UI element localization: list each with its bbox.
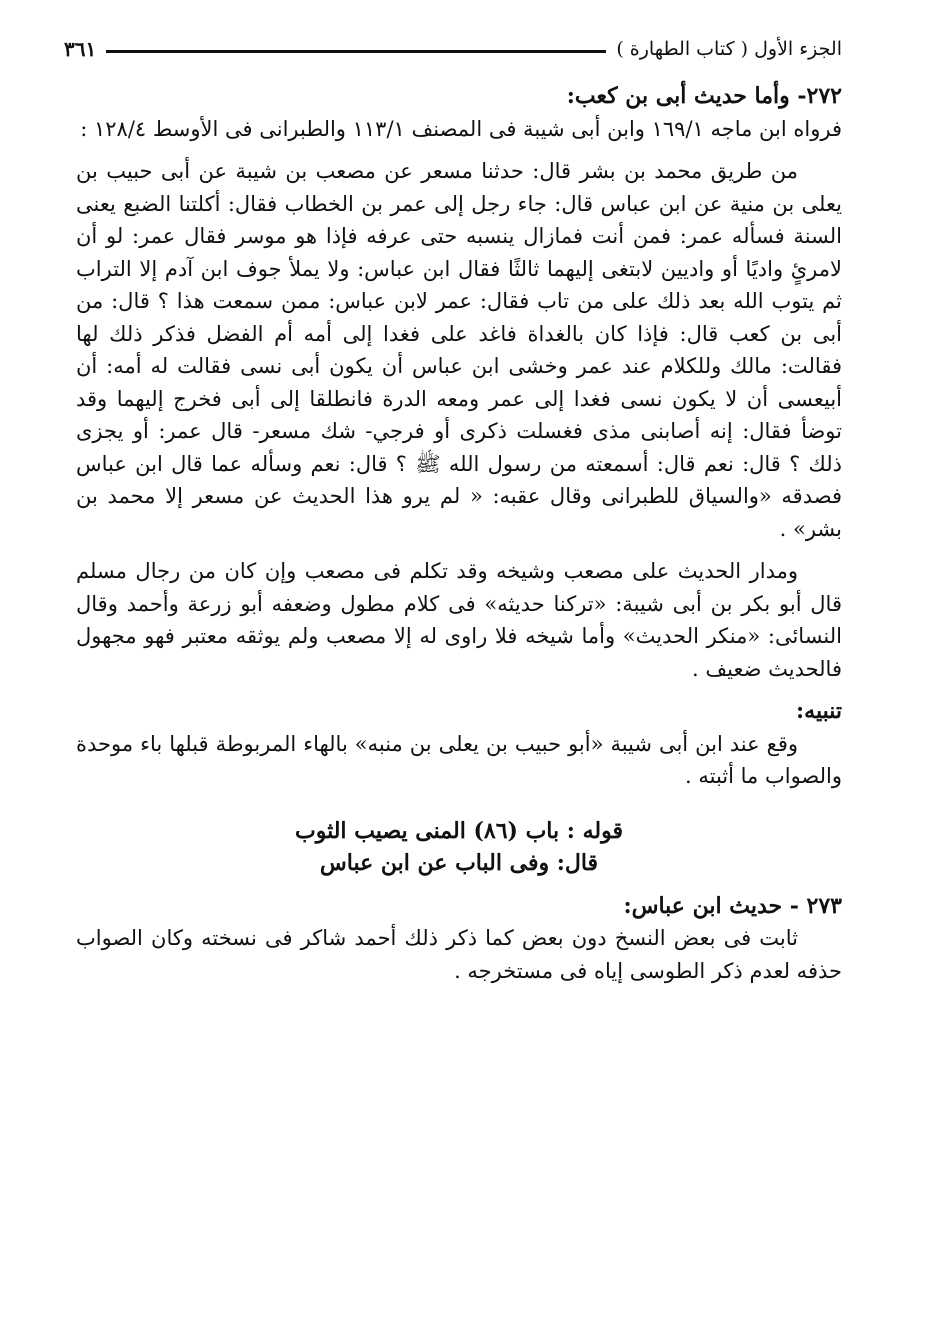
- chapter-title: قوله : باب (٨٦) المنى يصيب الثوب: [295, 817, 623, 844]
- page-number: ٣٦١: [64, 37, 97, 61]
- section-272-commentary: ومدار الحديث على مصعب وشيخه وقد تكلم فى مصعب وإن كان من رجال مسلم قال أبو بكر بن أبى شيبة: «تركنا حديثه» فى كلام مطول وضعفه أبو زرعة وأحمد وقال النسائى: «منكر الحديث» وأما شيخه فلا راوى له إلا مصعب ولم يوثقه معتبر فهو مجهول فالحديث ضعيف .: [76, 559, 842, 681]
- section-272-hadith: من طريق محمد بن بشر قال: حدثنا مسعر عن مصعب بن شيبة عن أبى حبيب بن يعلى بن منية عن ابن عباس قال: جاء رجل إلى عمر بن الخطاب فقال: أكلتنا الضبع يعنى السنة فسأله عمر: فمن أنت فمازال ينسبه حتى عرفه فإذا هو موسر فقال عمر: لو أن لامرئٍ واديًا أو واديين لابتغى إليهما ثالثًا فقال ابن عباس: ولا يملأ جوف ابن آدم إلا التراب ثم يتوب الله بعد ذلك على من تاب فقال: عمر لابن عباس: ممن سمعت هذا ؟ قال: من أبى بن كعب قال: فإذا كان بالغداة فاغد على فغدا إلى أمه أم الفضل فذكر ذلك لها فقالت: مالك وللكلام عند عمر وخشى ابن عباس أن يكون أبى نسى فقالت له أمه: أن أبيعسى أن لا يكون نسى فغدا إلى عمر ومعه الدرة فانطلقا إلى أبى فخرج إليهما وقد توضأ فقال: إنه أصابنى مذى فغسلت ذكرى أو فرجي- شك مسعر- قال عمر: أو يجزى ذلك ؟ قال: نعم قال: أسمعته من رسول الله ﷺ ؟ قال: نعم وسأله عما قال ابن عباس فصدقه «والسياق للطبرانى وقال عقبه: « لم يرو هذا الحديث عن مسعر إلا محمد بن بشر» .: [76, 159, 842, 541]
- running-title: الجزء الأول ( كتاب الطهارة ): [616, 38, 842, 60]
- header-rule: [106, 50, 606, 53]
- page-body: [76, 80, 842, 987]
- section-272-sources: فرواه ابن ماجه ١٦٩/١ وابن أبى شيبة فى المصنف ١١٣/١ والطبرانى فى الأوسط ١٢٨/٤ :: [80, 116, 842, 141]
- section-273-text: ثابت فى بعض النسخ دون بعض كما ذكر ذلك أحمد شاكر فى نسخته وكان الصواب حذفه لعدم ذكر الطوسى إياه فى مستخرجه .: [76, 926, 842, 983]
- chapter-subtitle: قال: وفى الباب عن ابن عباس: [319, 850, 599, 876]
- section-272-heading: ٢٧٢- وأما حديث أبى بن كعب:: [566, 83, 842, 109]
- page-header: [64, 34, 842, 64]
- section-273-heading: ٢٧٣ - حديث ابن عباس:: [623, 892, 842, 919]
- note-text: وقع عند ابن أبى شيبة «أبو حبيب بن يعلى بن منبه» بالهاء المربوطة قبلها باء موحدة والصواب ما أثبته .: [76, 731, 842, 788]
- note-heading: تنبيه:: [796, 698, 842, 724]
